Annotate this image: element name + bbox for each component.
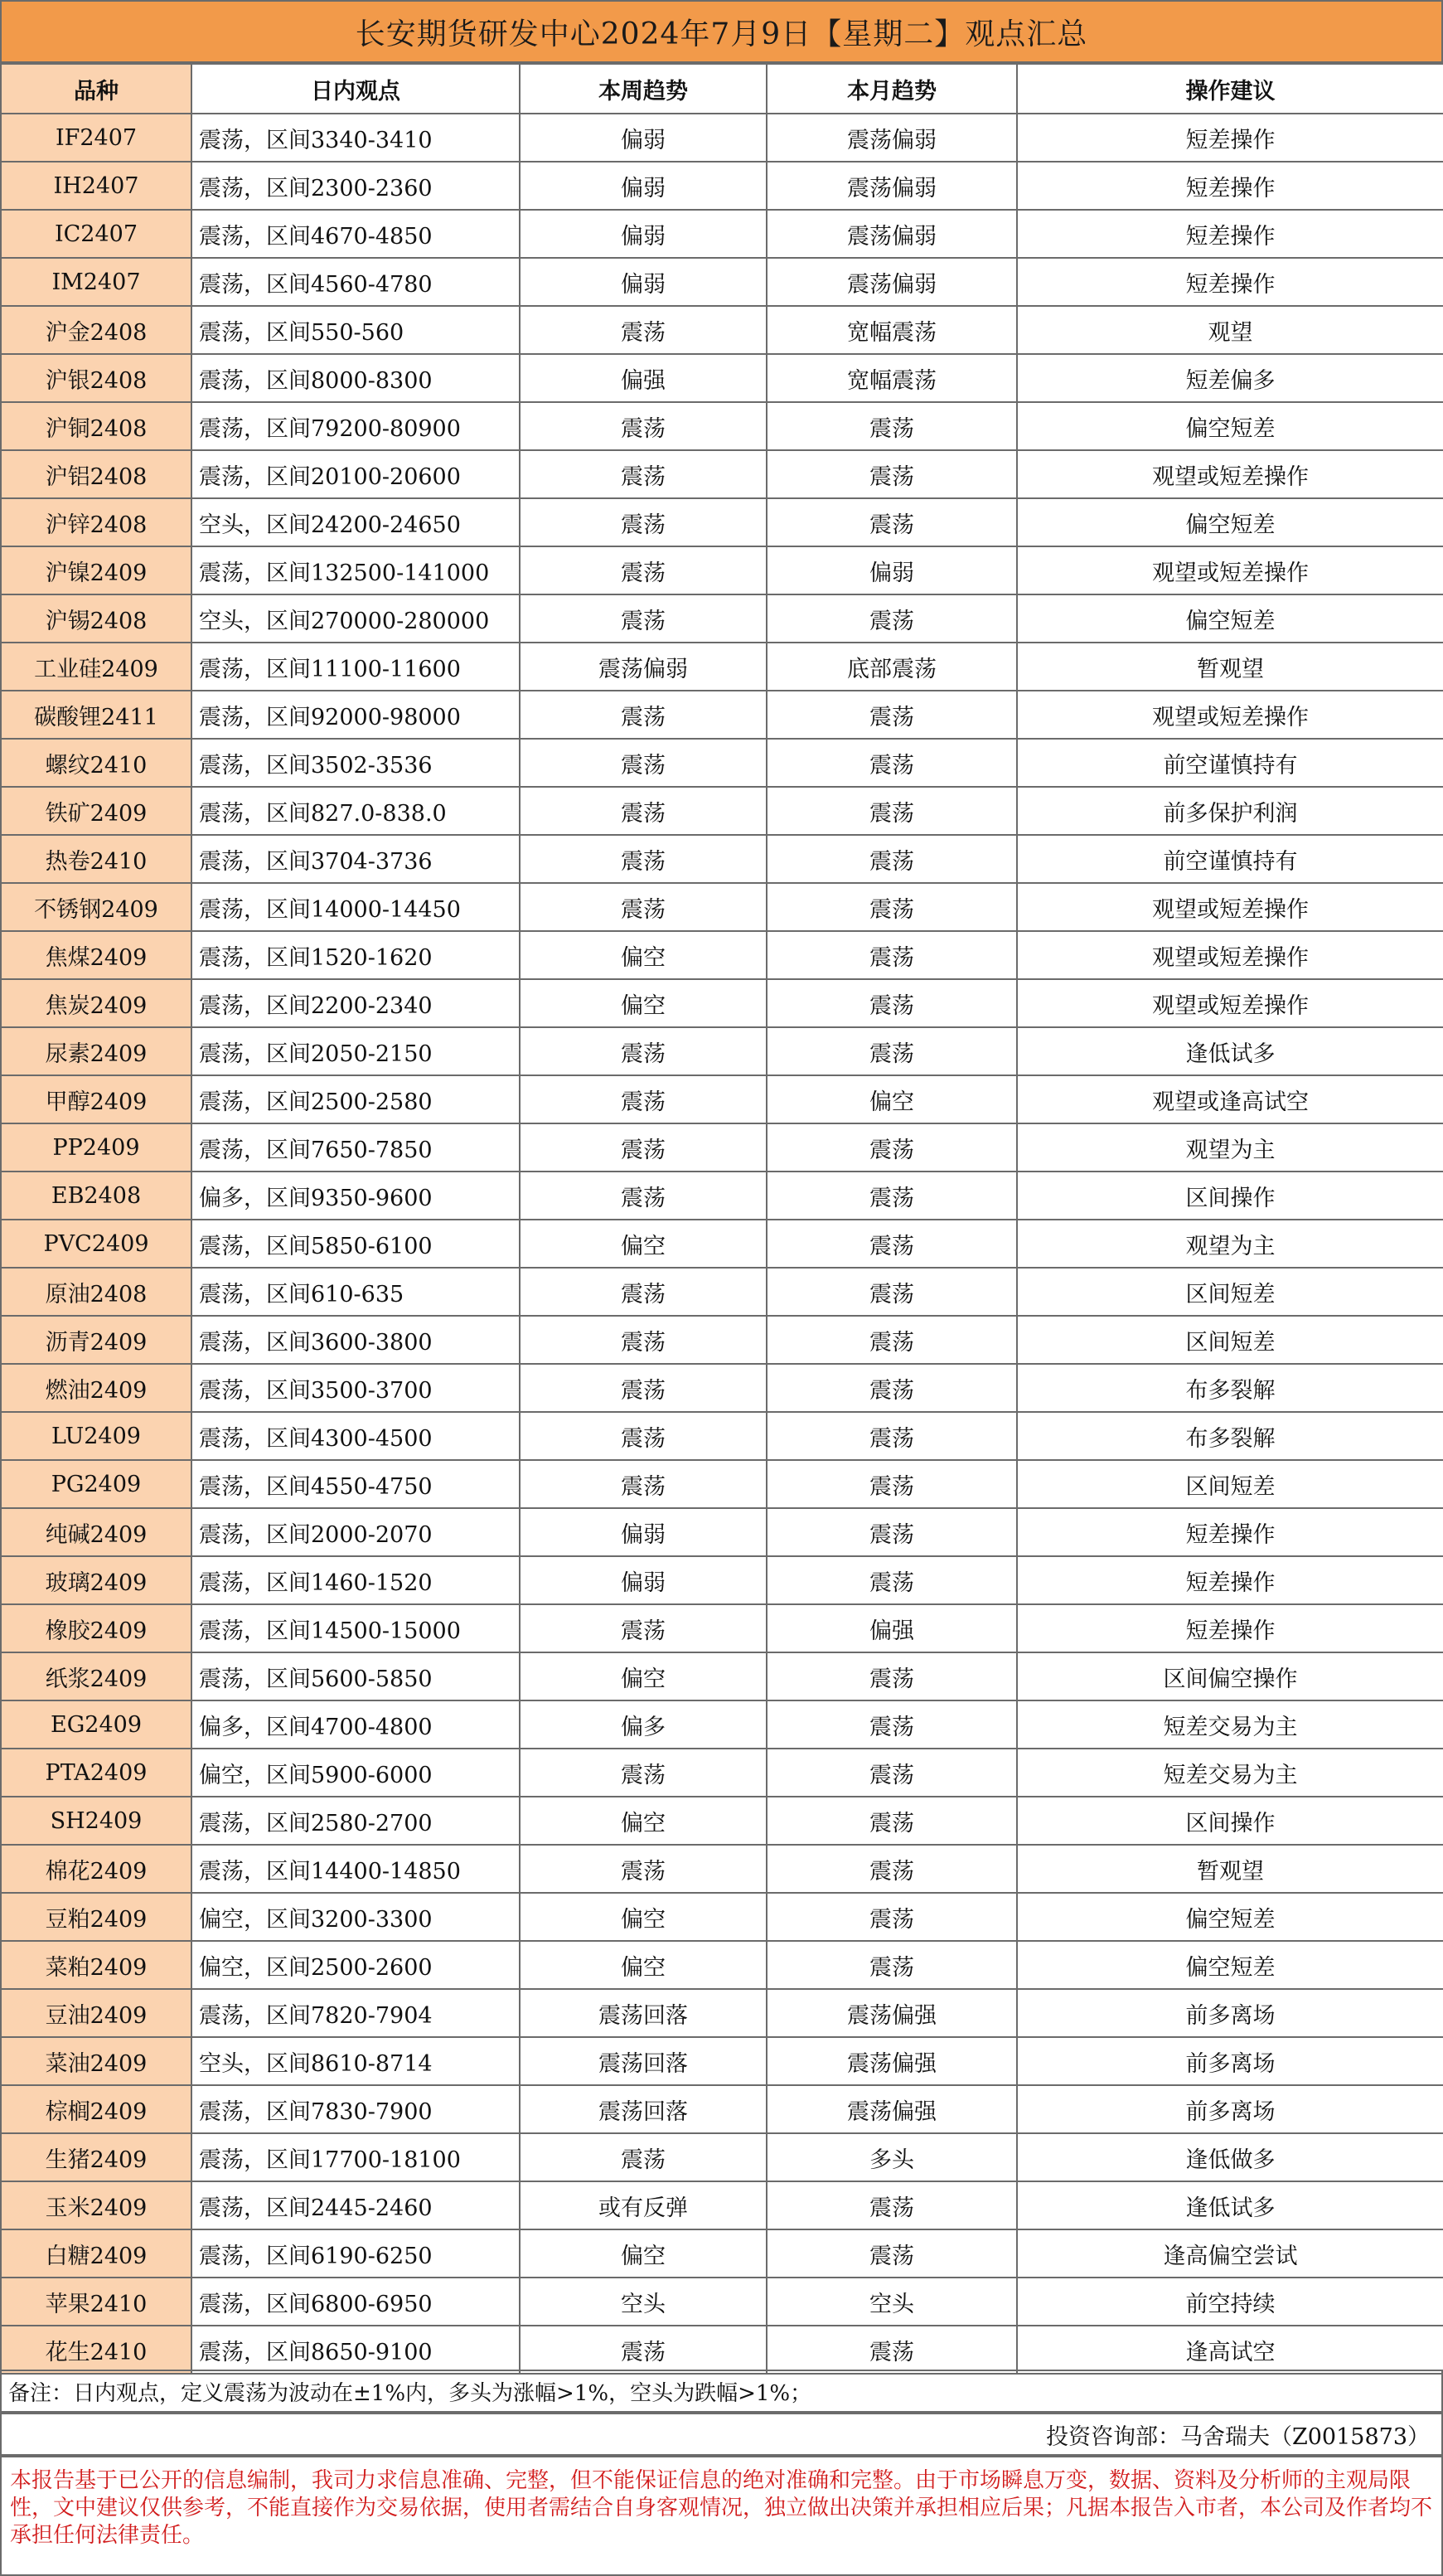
weekly-trend-cell: 偏空 <box>520 1797 767 1845</box>
table-row <box>1 258 1443 306</box>
monthly-trend-cell: 震荡 <box>767 691 1017 739</box>
column-header-advice: 操作建议 <box>1017 64 1443 114</box>
intraday-view-cell: 震荡，区间92000-98000 <box>191 691 520 739</box>
intraday-view-cell: 震荡，区间14000-14450 <box>191 883 520 931</box>
weekly-trend-cell: 震荡偏弱 <box>520 643 767 691</box>
intraday-view-cell: 偏多，区间9350-9600 <box>191 1172 520 1220</box>
variety-cell: 沪铝2408 <box>1 450 191 498</box>
weekly-trend-cell: 或有反弹 <box>520 2181 767 2229</box>
table-row <box>1 1893 1443 1941</box>
variety-cell: 沪铜2408 <box>1 402 191 450</box>
table-row <box>1 210 1443 258</box>
monthly-trend-cell: 震荡 <box>767 1172 1017 1220</box>
monthly-trend-cell: 偏强 <box>767 1604 1017 1652</box>
intraday-view-cell: 震荡，区间7650-7850 <box>191 1123 520 1172</box>
variety-cell: IH2407 <box>1 162 191 210</box>
monthly-trend-cell: 震荡偏强 <box>767 2085 1017 2133</box>
table-row <box>1 1412 1443 1460</box>
variety-cell: 沪锌2408 <box>1 498 191 546</box>
advice-cell: 前多离场 <box>1017 2085 1443 2133</box>
monthly-trend-cell: 震荡 <box>767 1508 1017 1556</box>
intraday-view-cell: 震荡，区间4550-4750 <box>191 1460 520 1508</box>
advice-cell: 偏空短差 <box>1017 402 1443 450</box>
monthly-trend-cell: 震荡 <box>767 931 1017 979</box>
monthly-trend-cell: 震荡 <box>767 2326 1017 2374</box>
variety-cell: 螺纹2410 <box>1 739 191 787</box>
variety-cell: 棉花2409 <box>1 1845 191 1893</box>
table-row <box>1 2085 1443 2133</box>
monthly-trend-cell: 震荡 <box>767 1220 1017 1268</box>
weekly-trend-cell: 偏空 <box>520 1941 767 1989</box>
monthly-trend-cell: 震荡 <box>767 1941 1017 1989</box>
table-body <box>1 114 1443 2374</box>
weekly-trend-cell: 震荡 <box>520 1123 767 1172</box>
monthly-trend-cell: 震荡 <box>767 594 1017 643</box>
intraday-view-cell: 震荡，区间132500-141000 <box>191 546 520 594</box>
variety-cell: 菜油2409 <box>1 2037 191 2085</box>
intraday-view-cell: 震荡，区间1520-1620 <box>191 931 520 979</box>
weekly-trend-cell: 偏弱 <box>520 1556 767 1604</box>
table-row <box>1 1075 1443 1123</box>
advice-cell: 偏空短差 <box>1017 1941 1443 1989</box>
advice-cell: 观望 <box>1017 306 1443 354</box>
intraday-view-cell: 偏空，区间5900-6000 <box>191 1749 520 1797</box>
column-header-variety: 品种 <box>1 64 191 114</box>
variety-cell: SH2409 <box>1 1797 191 1845</box>
advice-cell: 前空谨慎持有 <box>1017 835 1443 883</box>
monthly-trend-cell: 宽幅震荡 <box>767 354 1017 402</box>
intraday-view-cell: 空头，区间24200-24650 <box>191 498 520 546</box>
monthly-trend-cell: 多头 <box>767 2133 1017 2181</box>
variety-cell: PVC2409 <box>1 1220 191 1268</box>
advice-cell: 前多保护利润 <box>1017 787 1443 835</box>
weekly-trend-cell: 震荡 <box>520 739 767 787</box>
intraday-view-cell: 震荡，区间4670-4850 <box>191 210 520 258</box>
variety-cell: EB2408 <box>1 1172 191 1220</box>
table-row <box>1 354 1443 402</box>
advice-cell: 短差交易为主 <box>1017 1700 1443 1749</box>
monthly-trend-cell: 震荡偏强 <box>767 2037 1017 2085</box>
monthly-trend-cell: 震荡 <box>767 1556 1017 1604</box>
advisor-line: 投资咨询部：马舍瑞夫（Z0015873） <box>0 2413 1443 2456</box>
weekly-trend-cell: 空头 <box>520 2278 767 2326</box>
intraday-view-cell: 震荡，区间11100-11600 <box>191 643 520 691</box>
advice-cell: 短差操作 <box>1017 114 1443 162</box>
weekly-trend-cell: 震荡 <box>520 1845 767 1893</box>
monthly-trend-cell: 震荡 <box>767 1893 1017 1941</box>
table-row <box>1 2133 1443 2181</box>
monthly-trend-cell: 底部震荡 <box>767 643 1017 691</box>
weekly-trend-cell: 震荡 <box>520 1460 767 1508</box>
table-row <box>1 1604 1443 1652</box>
advice-cell: 短差操作 <box>1017 210 1443 258</box>
advice-cell: 前空谨慎持有 <box>1017 739 1443 787</box>
variety-cell: 尿素2409 <box>1 1027 191 1075</box>
variety-cell: 沪金2408 <box>1 306 191 354</box>
intraday-view-cell: 偏空，区间2500-2600 <box>191 1941 520 1989</box>
header-row <box>1 64 1443 114</box>
table-row <box>1 1268 1443 1316</box>
weekly-trend-cell: 震荡 <box>520 1027 767 1075</box>
intraday-view-cell: 震荡，区间7830-7900 <box>191 2085 520 2133</box>
weekly-trend-cell: 震荡 <box>520 498 767 546</box>
advice-cell: 观望或短差操作 <box>1017 546 1443 594</box>
intraday-view-cell: 震荡，区间3502-3536 <box>191 739 520 787</box>
weekly-trend-cell: 震荡 <box>520 1412 767 1460</box>
variety-cell: 燃油2409 <box>1 1364 191 1412</box>
monthly-trend-cell: 震荡 <box>767 739 1017 787</box>
advice-cell: 短差操作 <box>1017 1508 1443 1556</box>
variety-cell: 沥青2409 <box>1 1316 191 1364</box>
weekly-trend-cell: 震荡 <box>520 691 767 739</box>
intraday-view-cell: 震荡，区间827.0-838.0 <box>191 787 520 835</box>
intraday-view-cell: 震荡，区间14500-15000 <box>191 1604 520 1652</box>
variety-cell: 花生2410 <box>1 2326 191 2374</box>
advice-cell: 区间短差 <box>1017 1316 1443 1364</box>
intraday-view-cell: 震荡，区间6190-6250 <box>191 2229 520 2278</box>
monthly-trend-cell: 震荡偏弱 <box>767 114 1017 162</box>
weekly-trend-cell: 震荡 <box>520 1172 767 1220</box>
variety-cell: 豆粕2409 <box>1 1893 191 1941</box>
table-row <box>1 1508 1443 1556</box>
weekly-trend-cell: 震荡 <box>520 594 767 643</box>
advice-cell: 观望或短差操作 <box>1017 979 1443 1027</box>
weekly-trend-cell: 震荡 <box>520 1268 767 1316</box>
table-row <box>1 162 1443 210</box>
weekly-trend-cell: 偏空 <box>520 1220 767 1268</box>
weekly-trend-cell: 震荡 <box>520 1749 767 1797</box>
variety-cell: 焦煤2409 <box>1 931 191 979</box>
variety-cell: 沪锡2408 <box>1 594 191 643</box>
table-row <box>1 1027 1443 1075</box>
table-row <box>1 1220 1443 1268</box>
monthly-trend-cell: 震荡 <box>767 1460 1017 1508</box>
variety-cell: IC2407 <box>1 210 191 258</box>
column-header-intraday: 日内观点 <box>191 64 520 114</box>
advice-cell: 布多裂解 <box>1017 1412 1443 1460</box>
variety-cell: 苹果2410 <box>1 2278 191 2326</box>
variety-cell: 不锈钢2409 <box>1 883 191 931</box>
weekly-trend-cell: 震荡 <box>520 306 767 354</box>
intraday-view-cell: 偏多，区间4700-4800 <box>191 1700 520 1749</box>
weekly-trend-cell: 震荡 <box>520 2133 767 2181</box>
intraday-view-cell: 震荡，区间2050-2150 <box>191 1027 520 1075</box>
variety-cell: 热卷2410 <box>1 835 191 883</box>
table-row <box>1 1749 1443 1797</box>
table-row <box>1 2037 1443 2085</box>
variety-cell: PG2409 <box>1 1460 191 1508</box>
advice-cell: 暂观望 <box>1017 643 1443 691</box>
table-row <box>1 1556 1443 1604</box>
variety-cell: PP2409 <box>1 1123 191 1172</box>
table-row <box>1 2278 1443 2326</box>
intraday-view-cell: 空头，区间8610-8714 <box>191 2037 520 2085</box>
variety-cell: 铁矿2409 <box>1 787 191 835</box>
advice-cell: 暂观望 <box>1017 1845 1443 1893</box>
table-row <box>1 739 1443 787</box>
weekly-trend-cell: 震荡 <box>520 1604 767 1652</box>
monthly-trend-cell: 震荡 <box>767 1797 1017 1845</box>
intraday-view-cell: 震荡，区间3704-3736 <box>191 835 520 883</box>
variety-cell: 橡胶2409 <box>1 1604 191 1652</box>
intraday-view-cell: 震荡，区间550-560 <box>191 306 520 354</box>
monthly-trend-cell: 空头 <box>767 2278 1017 2326</box>
advice-cell: 逢低试多 <box>1017 2181 1443 2229</box>
table-row <box>1 1989 1443 2037</box>
disclaimer: 本报告基于已公开的信息编制，我司力求信息准确、完整，但不能保证信息的绝对准确和完整。由于市场瞬息万变，数据、资料及分析师的主观局限性，文中建议仅供参考，不能直接作为交易依据，使用者需结合自身客观情况，独立做出决策并承担相应后果；凡据本报告入市者，本公司及作者均不承担任何法律责任。 <box>0 2456 1443 2576</box>
intraday-view-cell: 震荡，区间7820-7904 <box>191 1989 520 2037</box>
variety-cell: 甲醇2409 <box>1 1075 191 1123</box>
variety-cell: 生猪2409 <box>1 2133 191 2181</box>
monthly-trend-cell: 震荡 <box>767 450 1017 498</box>
outlook-table <box>0 63 1443 2375</box>
advice-cell: 观望或短差操作 <box>1017 691 1443 739</box>
variety-cell: 玻璃2409 <box>1 1556 191 1604</box>
table-row <box>1 835 1443 883</box>
monthly-trend-cell: 震荡 <box>767 1364 1017 1412</box>
intraday-view-cell: 震荡，区间2000-2070 <box>191 1508 520 1556</box>
weekly-trend-cell: 偏空 <box>520 931 767 979</box>
monthly-trend-cell: 偏空 <box>767 1075 1017 1123</box>
advice-cell: 短差操作 <box>1017 1556 1443 1604</box>
intraday-view-cell: 震荡，区间2445-2460 <box>191 2181 520 2229</box>
monthly-trend-cell: 震荡 <box>767 2181 1017 2229</box>
weekly-trend-cell: 偏弱 <box>520 1508 767 1556</box>
intraday-view-cell: 震荡，区间4560-4780 <box>191 258 520 306</box>
table-row <box>1 546 1443 594</box>
table-row <box>1 787 1443 835</box>
weekly-trend-cell: 震荡 <box>520 402 767 450</box>
intraday-view-cell: 震荡，区间4300-4500 <box>191 1412 520 1460</box>
advice-cell: 短差操作 <box>1017 162 1443 210</box>
advice-cell: 观望或短差操作 <box>1017 883 1443 931</box>
variety-cell: 棕榈2409 <box>1 2085 191 2133</box>
variety-cell: 原油2408 <box>1 1268 191 1316</box>
advice-cell: 短差交易为主 <box>1017 1749 1443 1797</box>
table-row <box>1 691 1443 739</box>
variety-cell: 菜粕2409 <box>1 1941 191 1989</box>
variety-cell: 沪银2408 <box>1 354 191 402</box>
advice-cell: 前多离场 <box>1017 1989 1443 2037</box>
advice-cell: 观望为主 <box>1017 1220 1443 1268</box>
monthly-trend-cell: 震荡 <box>767 883 1017 931</box>
advice-cell: 观望为主 <box>1017 1123 1443 1172</box>
variety-cell: 玉米2409 <box>1 2181 191 2229</box>
variety-cell: IF2407 <box>1 114 191 162</box>
advice-cell: 短差操作 <box>1017 1604 1443 1652</box>
intraday-view-cell: 偏空，区间3200-3300 <box>191 1893 520 1941</box>
monthly-trend-cell: 震荡偏强 <box>767 1989 1017 2037</box>
monthly-trend-cell: 震荡偏弱 <box>767 162 1017 210</box>
table-row <box>1 979 1443 1027</box>
monthly-trend-cell: 震荡 <box>767 1412 1017 1460</box>
weekly-trend-cell: 偏弱 <box>520 114 767 162</box>
monthly-trend-cell: 宽幅震荡 <box>767 306 1017 354</box>
monthly-trend-cell: 震荡 <box>767 1749 1017 1797</box>
advice-cell: 区间短差 <box>1017 1268 1443 1316</box>
advice-cell: 逢低试多 <box>1017 1027 1443 1075</box>
monthly-trend-cell: 震荡偏弱 <box>767 210 1017 258</box>
weekly-trend-cell: 偏强 <box>520 354 767 402</box>
monthly-trend-cell: 震荡 <box>767 498 1017 546</box>
intraday-view-cell: 震荡，区间2580-2700 <box>191 1797 520 1845</box>
weekly-trend-cell: 偏空 <box>520 2229 767 2278</box>
weekly-trend-cell: 震荡回落 <box>520 2037 767 2085</box>
advice-cell: 偏空短差 <box>1017 594 1443 643</box>
table-row <box>1 2229 1443 2278</box>
weekly-trend-cell: 震荡 <box>520 787 767 835</box>
weekly-trend-cell: 震荡回落 <box>520 2085 767 2133</box>
variety-cell: 豆油2409 <box>1 1989 191 2037</box>
variety-cell: IM2407 <box>1 258 191 306</box>
table-row <box>1 1316 1443 1364</box>
intraday-view-cell: 震荡，区间8000-8300 <box>191 354 520 402</box>
variety-cell: 焦炭2409 <box>1 979 191 1027</box>
intraday-view-cell: 震荡，区间6800-6950 <box>191 2278 520 2326</box>
table-row <box>1 1123 1443 1172</box>
table-row <box>1 643 1443 691</box>
advice-cell: 观望或逢高试空 <box>1017 1075 1443 1123</box>
advice-cell: 逢低做多 <box>1017 2133 1443 2181</box>
weekly-trend-cell: 偏弱 <box>520 258 767 306</box>
advice-cell: 观望或短差操作 <box>1017 931 1443 979</box>
advice-cell: 区间操作 <box>1017 1797 1443 1845</box>
intraday-view-cell: 空头，区间270000-280000 <box>191 594 520 643</box>
monthly-trend-cell: 震荡 <box>767 787 1017 835</box>
weekly-trend-cell: 偏空 <box>520 1652 767 1700</box>
weekly-trend-cell: 偏空 <box>520 979 767 1027</box>
intraday-view-cell: 震荡，区间8650-9100 <box>191 2326 520 2374</box>
table-row <box>1 402 1443 450</box>
weekly-trend-cell: 震荡 <box>520 883 767 931</box>
variety-cell: 白糖2409 <box>1 2229 191 2278</box>
weekly-trend-cell: 偏弱 <box>520 162 767 210</box>
footnote: 备注：日内观点，定义震荡为波动在±1%内，多头为涨幅>1%，空头为跌幅>1%； <box>0 2370 1443 2413</box>
intraday-view-cell: 震荡，区间1460-1520 <box>191 1556 520 1604</box>
advice-cell: 偏空短差 <box>1017 1893 1443 1941</box>
variety-cell: PTA2409 <box>1 1749 191 1797</box>
intraday-view-cell: 震荡，区间20100-20600 <box>191 450 520 498</box>
variety-cell: 工业硅2409 <box>1 643 191 691</box>
variety-cell: EG2409 <box>1 1700 191 1749</box>
intraday-view-cell: 震荡，区间3500-3700 <box>191 1364 520 1412</box>
column-header-monthly: 本月趋势 <box>767 64 1017 114</box>
advice-cell: 区间短差 <box>1017 1460 1443 1508</box>
weekly-trend-cell: 震荡 <box>520 450 767 498</box>
table-row <box>1 1364 1443 1412</box>
table-row <box>1 1845 1443 1893</box>
intraday-view-cell: 震荡，区间3600-3800 <box>191 1316 520 1364</box>
report-title: 长安期货研发中心2024年7月9日【星期二】观点汇总 <box>0 0 1443 63</box>
table-row <box>1 1700 1443 1749</box>
monthly-trend-cell: 震荡 <box>767 1027 1017 1075</box>
table-row <box>1 1797 1443 1845</box>
advice-cell: 短差偏多 <box>1017 354 1443 402</box>
variety-cell: 纸浆2409 <box>1 1652 191 1700</box>
variety-cell: 沪镍2409 <box>1 546 191 594</box>
variety-cell: LU2409 <box>1 1412 191 1460</box>
intraday-view-cell: 震荡，区间610-635 <box>191 1268 520 1316</box>
weekly-trend-cell: 震荡 <box>520 1316 767 1364</box>
column-header-weekly: 本周趋势 <box>520 64 767 114</box>
weekly-trend-cell: 偏多 <box>520 1700 767 1749</box>
intraday-view-cell: 震荡，区间2500-2580 <box>191 1075 520 1123</box>
table-row <box>1 594 1443 643</box>
monthly-trend-cell: 震荡 <box>767 1845 1017 1893</box>
advice-cell: 布多裂解 <box>1017 1364 1443 1412</box>
monthly-trend-cell: 震荡 <box>767 1268 1017 1316</box>
weekly-trend-cell: 震荡 <box>520 1364 767 1412</box>
intraday-view-cell: 震荡，区间3340-3410 <box>191 114 520 162</box>
advice-cell: 观望或短差操作 <box>1017 450 1443 498</box>
advice-cell: 逢高试空 <box>1017 2326 1443 2374</box>
advice-cell: 逢高偏空尝试 <box>1017 2229 1443 2278</box>
table-row <box>1 2181 1443 2229</box>
monthly-trend-cell: 震荡 <box>767 979 1017 1027</box>
table-row <box>1 1460 1443 1508</box>
monthly-trend-cell: 震荡 <box>767 402 1017 450</box>
table-row <box>1 1652 1443 1700</box>
monthly-trend-cell: 震荡 <box>767 1123 1017 1172</box>
table-row <box>1 1941 1443 1989</box>
intraday-view-cell: 震荡，区间14400-14850 <box>191 1845 520 1893</box>
weekly-trend-cell: 震荡 <box>520 1075 767 1123</box>
monthly-trend-cell: 震荡 <box>767 1700 1017 1749</box>
weekly-trend-cell: 偏空 <box>520 1893 767 1941</box>
table-row <box>1 450 1443 498</box>
advice-cell: 前空持续 <box>1017 2278 1443 2326</box>
table-row <box>1 2326 1443 2374</box>
monthly-trend-cell: 震荡 <box>767 1316 1017 1364</box>
advice-cell: 偏空短差 <box>1017 498 1443 546</box>
monthly-trend-cell: 震荡 <box>767 1652 1017 1700</box>
intraday-view-cell: 震荡，区间17700-18100 <box>191 2133 520 2181</box>
table-row <box>1 1172 1443 1220</box>
variety-cell: 碳酸锂2411 <box>1 691 191 739</box>
intraday-view-cell: 震荡，区间2200-2340 <box>191 979 520 1027</box>
table-row <box>1 498 1443 546</box>
table-row <box>1 306 1443 354</box>
weekly-trend-cell: 震荡 <box>520 835 767 883</box>
weekly-trend-cell: 震荡 <box>520 2326 767 2374</box>
monthly-trend-cell: 震荡 <box>767 835 1017 883</box>
advice-cell: 区间操作 <box>1017 1172 1443 1220</box>
table-row <box>1 114 1443 162</box>
advice-cell: 前多离场 <box>1017 2037 1443 2085</box>
weekly-trend-cell: 震荡 <box>520 546 767 594</box>
monthly-trend-cell: 震荡 <box>767 2229 1017 2278</box>
table-row <box>1 883 1443 931</box>
table-row <box>1 931 1443 979</box>
intraday-view-cell: 震荡，区间79200-80900 <box>191 402 520 450</box>
intraday-view-cell: 震荡，区间5850-6100 <box>191 1220 520 1268</box>
weekly-trend-cell: 偏弱 <box>520 210 767 258</box>
weekly-trend-cell: 震荡回落 <box>520 1989 767 2037</box>
variety-cell: 纯碱2409 <box>1 1508 191 1556</box>
advice-cell: 区间偏空操作 <box>1017 1652 1443 1700</box>
advice-cell: 短差操作 <box>1017 258 1443 306</box>
intraday-view-cell: 震荡，区间5600-5850 <box>191 1652 520 1700</box>
monthly-trend-cell: 震荡偏弱 <box>767 258 1017 306</box>
monthly-trend-cell: 偏弱 <box>767 546 1017 594</box>
intraday-view-cell: 震荡，区间2300-2360 <box>191 162 520 210</box>
